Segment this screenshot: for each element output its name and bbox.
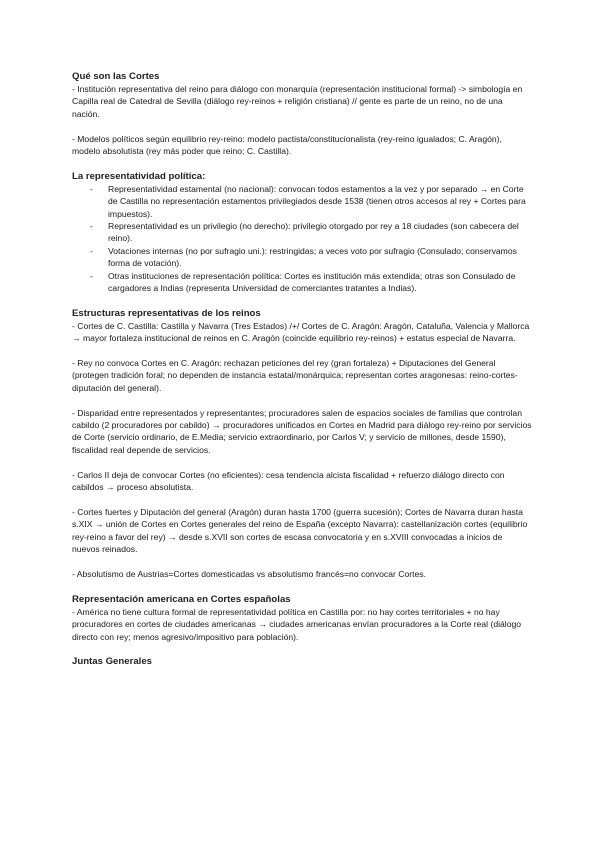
document-page	[72, 70, 532, 668]
section-representatividad	[72, 170, 532, 295]
section-title: La representatividad política:	[72, 170, 206, 182]
section-que-son-las-cortes	[72, 70, 532, 157]
dash-bullet-icon: -	[90, 183, 93, 194]
paragraph: - Cortes fuertes y Diputación del general (Aragón) duran hasta 1700 (guerra sucesión); Cortes de Navarra duran hasta s.XIX → unión de Cortes en Cortes generales del reino de España (excepto Navarra): castellanización cortes (equilibrio rey-reino a favor del rey) → desde s.XVII son cortes de escasa convocatoria y en s.XVIII convocadas a inicios de nuevos reinados.	[72, 506, 528, 555]
list-item-text: Otras instituciones de representación política: Cortes es institución más extendida; otras son Consulado de cargadores a Indias (representa Universidad de comerciantes tratantes a Indias).	[108, 270, 516, 294]
paragraph: - Absolutismo de Austrias=Cortes domesticadas vs absolutismo francés=no convocar Cortes.	[72, 568, 426, 579]
paragraph: - Institución representativa del reino para diálogo con monarquía (representación institucional formal) -> simbología en Capilla real de Catedral de Sevilla (diálogo rey-reinos + religión cristiana) // gente es parte de un reino, no de una nación.	[72, 84, 523, 119]
section-title: Qué son las Cortes	[72, 71, 160, 82]
paragraph: - Cortes de C. Castilla: Castilla y Navarra (Tres Estados) /+/ Cortes de C. Aragón: Aragón, Cataluña, Valencia y Mallorca → mayor fortaleza institucional de reinos en C. Aragón (coincide equilibrio rey-reinos) + estatus especial de Navarra.	[72, 320, 530, 344]
list-item-text: Votaciones internas (no por sufragio uni.): restringidas; a veces voto por sufragio (Consulado; conservamos forma de votación).	[108, 245, 517, 269]
section-title: Estructuras representativas de los reinos	[72, 307, 261, 319]
dash-bullet-icon: -	[90, 221, 93, 232]
list-item	[72, 245, 532, 270]
paragraph: - América no tiene cultura formal de representatividad política en Castilla por: no hay cortes territoriales + no hay procuradores en cortes de ciudades americanas → ciudades americanas envían procuradores a la Corte real (diálogo directo con rey; menos agresivo/impositivo para población).	[72, 606, 522, 642]
list-item-text: Representatividad estamental (no nacional): convocan todos estamentos a la vez y por separado → en Corte de Castilla no representación estamentos privilegiados desde 1538 (tienen otros accesos al rey + Cortes para impuestos).	[108, 183, 526, 219]
section-title: Representación americana en Cortes españolas	[72, 593, 291, 605]
list-item-text: Representatividad es un privilegio (no derecho): privilegio otorgado por rey a 18 ciudades (son cabecera del reino).	[108, 221, 519, 244]
section-estructuras	[72, 307, 532, 580]
section-title: Juntas Generales	[72, 656, 152, 668]
paragraph: - Rey no convoca Cortes en C. Aragón: rechazan peticiones del rey (gran fortaleza) + Diputaciones del General (protegen tradición foral; no dependen de instancia estatal/monárquica; representan cortes aragonesas: reino-cortes-diputación del general).	[72, 358, 518, 393]
paragraph: - Modelos políticos según equilibrio rey-reino: modelo pactista/constitucionalista (rey-reino igualados; C. Aragón), modelo absolutista (rey más poder que reino; C. Castilla).	[72, 133, 502, 157]
paragraph: - Carlos II deja de convocar Cortes (no eficientes): cesa tendencia alcista fiscalidad + refuerzo diálogo directo con cabildos → proceso absolutista.	[72, 469, 505, 493]
section-juntas-generales	[72, 655, 532, 668]
paragraph: - Disparidad entre representados y representantes; procuradores salen de espacios sociales de familias que controlan cabildo (2 procuradores por cabildo) → procuradores unificados en Cortes en Madrid para diálogo rey-reino por servicios de Corte (servicio ordinario, de E.Media; servicio extraordinario, por Carlos V; y servicio de millones, desde 1590), fiscalidad real depende de servicios.	[72, 407, 532, 455]
list-item	[72, 220, 532, 245]
bullet-list	[72, 183, 532, 295]
dash-bullet-icon: -	[90, 270, 93, 281]
section-representacion-americana	[72, 593, 532, 643]
list-item	[72, 270, 532, 295]
list-item	[72, 183, 532, 220]
dash-bullet-icon: -	[90, 245, 93, 256]
